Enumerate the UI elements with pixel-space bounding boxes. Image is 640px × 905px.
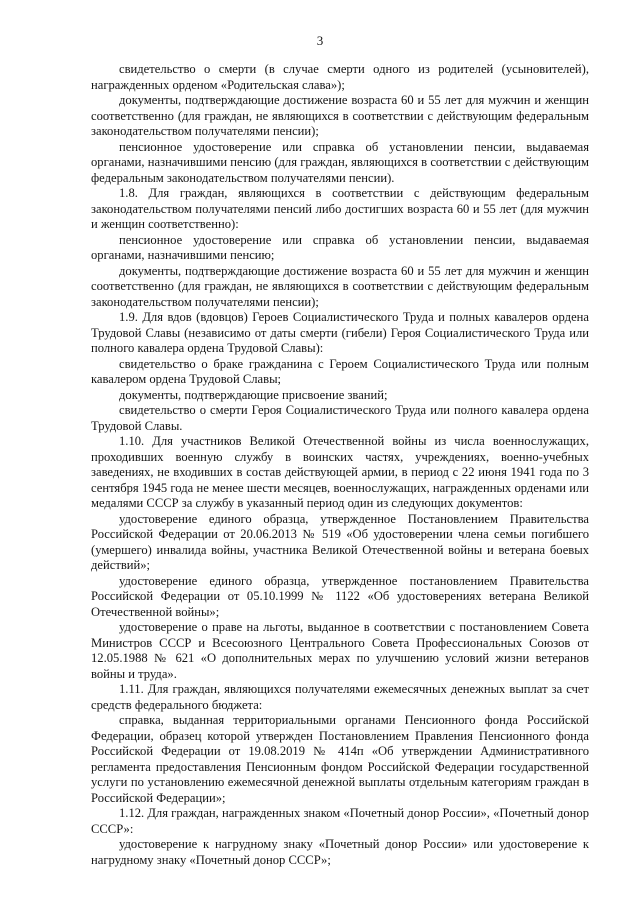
paragraph: удостоверение о праве на льготы, выданное в соответствии с постановлением Совета Министров СССР и Всесоюзного Центрального Совета Профессиональных Союзов от 12.05.1988 № 621 «О дополнительных мерах по улучшению условий жизни ветеранов войны и труда». bbox=[91, 620, 589, 681]
paragraph: документы, подтверждающие достижение возраста 60 и 55 лет для мужчин и женщин соответственно (для граждан, не являющихся в соответствии с действующим федеральным законодательством получателями пенсии); bbox=[91, 263, 589, 309]
section-heading-1-9: 1.9. Для вдов (вдовцов) Героев Социалистического Труда и полных кавалеров ордена Трудовой Славы (независимо от даты смерти (гибели) Героя Социалистического Труда или полного кавалера ордена Трудовой Славы): bbox=[91, 310, 589, 355]
paragraph: удостоверение единого образца, утвержденное постановлением Правительства Российской Федерации от 05.10.1999 № 1122 «Об удостоверениях ветерана Великой Отечественной войны»; bbox=[91, 573, 589, 619]
paragraph: пенсионное удостоверение или справка об установлении пенсии, выдаваемая органами, назначившими пенсию; bbox=[91, 232, 589, 262]
paragraph: свидетельство о смерти (в случае смерти одного из родителей (усыновителей), награжденных орденом «Родительская слава»); bbox=[91, 62, 589, 92]
paragraph: удостоверение единого образца, утвержденное Постановлением Правительства Российской Федерации от 20.06.2013 № 519 «Об удостоверении члена семьи погибшего (умершего) инвалида войны, участника Великой Отечественной войны и ветерана боевых действий»; bbox=[91, 511, 589, 572]
paragraph: удостоверение к нагрудному знаку «Почетный донор России» или удостоверение к нагрудному знаку «Почетный донор СССР»; bbox=[91, 837, 589, 867]
paragraph: документы, подтверждающие присвоение званий; bbox=[119, 387, 388, 402]
section-heading-1-10: 1.10. Для участников Великой Отечественной войны из числа военнослужащих, проходивших военную службу в воинских частях, учреждениях, военно-учебных заведениях, не входивших в состав действующей армии, в период с 22 июня 1941 года по 3 сентября 1945 года не менее шести месяцев, военнослужащих, награжденных орденами или медалями СССР за службу в указанный период один из следующих документов: bbox=[91, 434, 589, 510]
paragraph: справка, выданная территориальными органами Пенсионного фонда Российской Федерации, образец которой утвержден Постановлением Правления Пенсионного фонда Российской Федерации от 19.08.2019 № 414п «Об утверждении Административного регламента предоставления Пенсионным фондом Российской Федерации государственной услуги по установлению ежемесячной денежной выплаты отдельным категориям граждан в Российской Федерации»; bbox=[91, 713, 589, 805]
section-heading-1-12: 1.12. Для граждан, награжденных знаком «Почетный донор России», «Почетный донор СССР»: bbox=[91, 806, 589, 836]
paragraph: документы, подтверждающие достижение возраста 60 и 55 лет для мужчин и женщин соответственно (для граждан, не являющихся в соответствии с действующим федеральным законодательством получателями пенсии); bbox=[91, 93, 589, 138]
section-heading-1-11: 1.11. Для граждан, являющихся получателями ежемесячных денежных выплат за счет средств федерального бюджета: bbox=[91, 682, 589, 712]
paragraph: пенсионное удостоверение или справка об установлении пенсии, выдаваемая органами, назначившими пенсию (для граждан, являющихся в соответствии с действующим федеральным законодательством получателями пенсии). bbox=[91, 139, 589, 185]
paragraph: свидетельство о браке гражданина с Героем Социалистического Труда или полным кавалером ордена Трудовой Славы; bbox=[91, 356, 589, 386]
page-number: 3 bbox=[316, 33, 324, 48]
document-body bbox=[91, 62, 589, 868]
section-heading-1-8: 1.8. Для граждан, являющихся в соответствии с действующим федеральным законодательством получателями пенсий либо достигших возраста 60 и 55 лет (для мужчин и женщин соответственно): bbox=[91, 186, 589, 231]
paragraph: свидетельство о смерти Героя Социалистического Труда или полного кавалера ордена Трудовой Славы. bbox=[91, 403, 589, 433]
